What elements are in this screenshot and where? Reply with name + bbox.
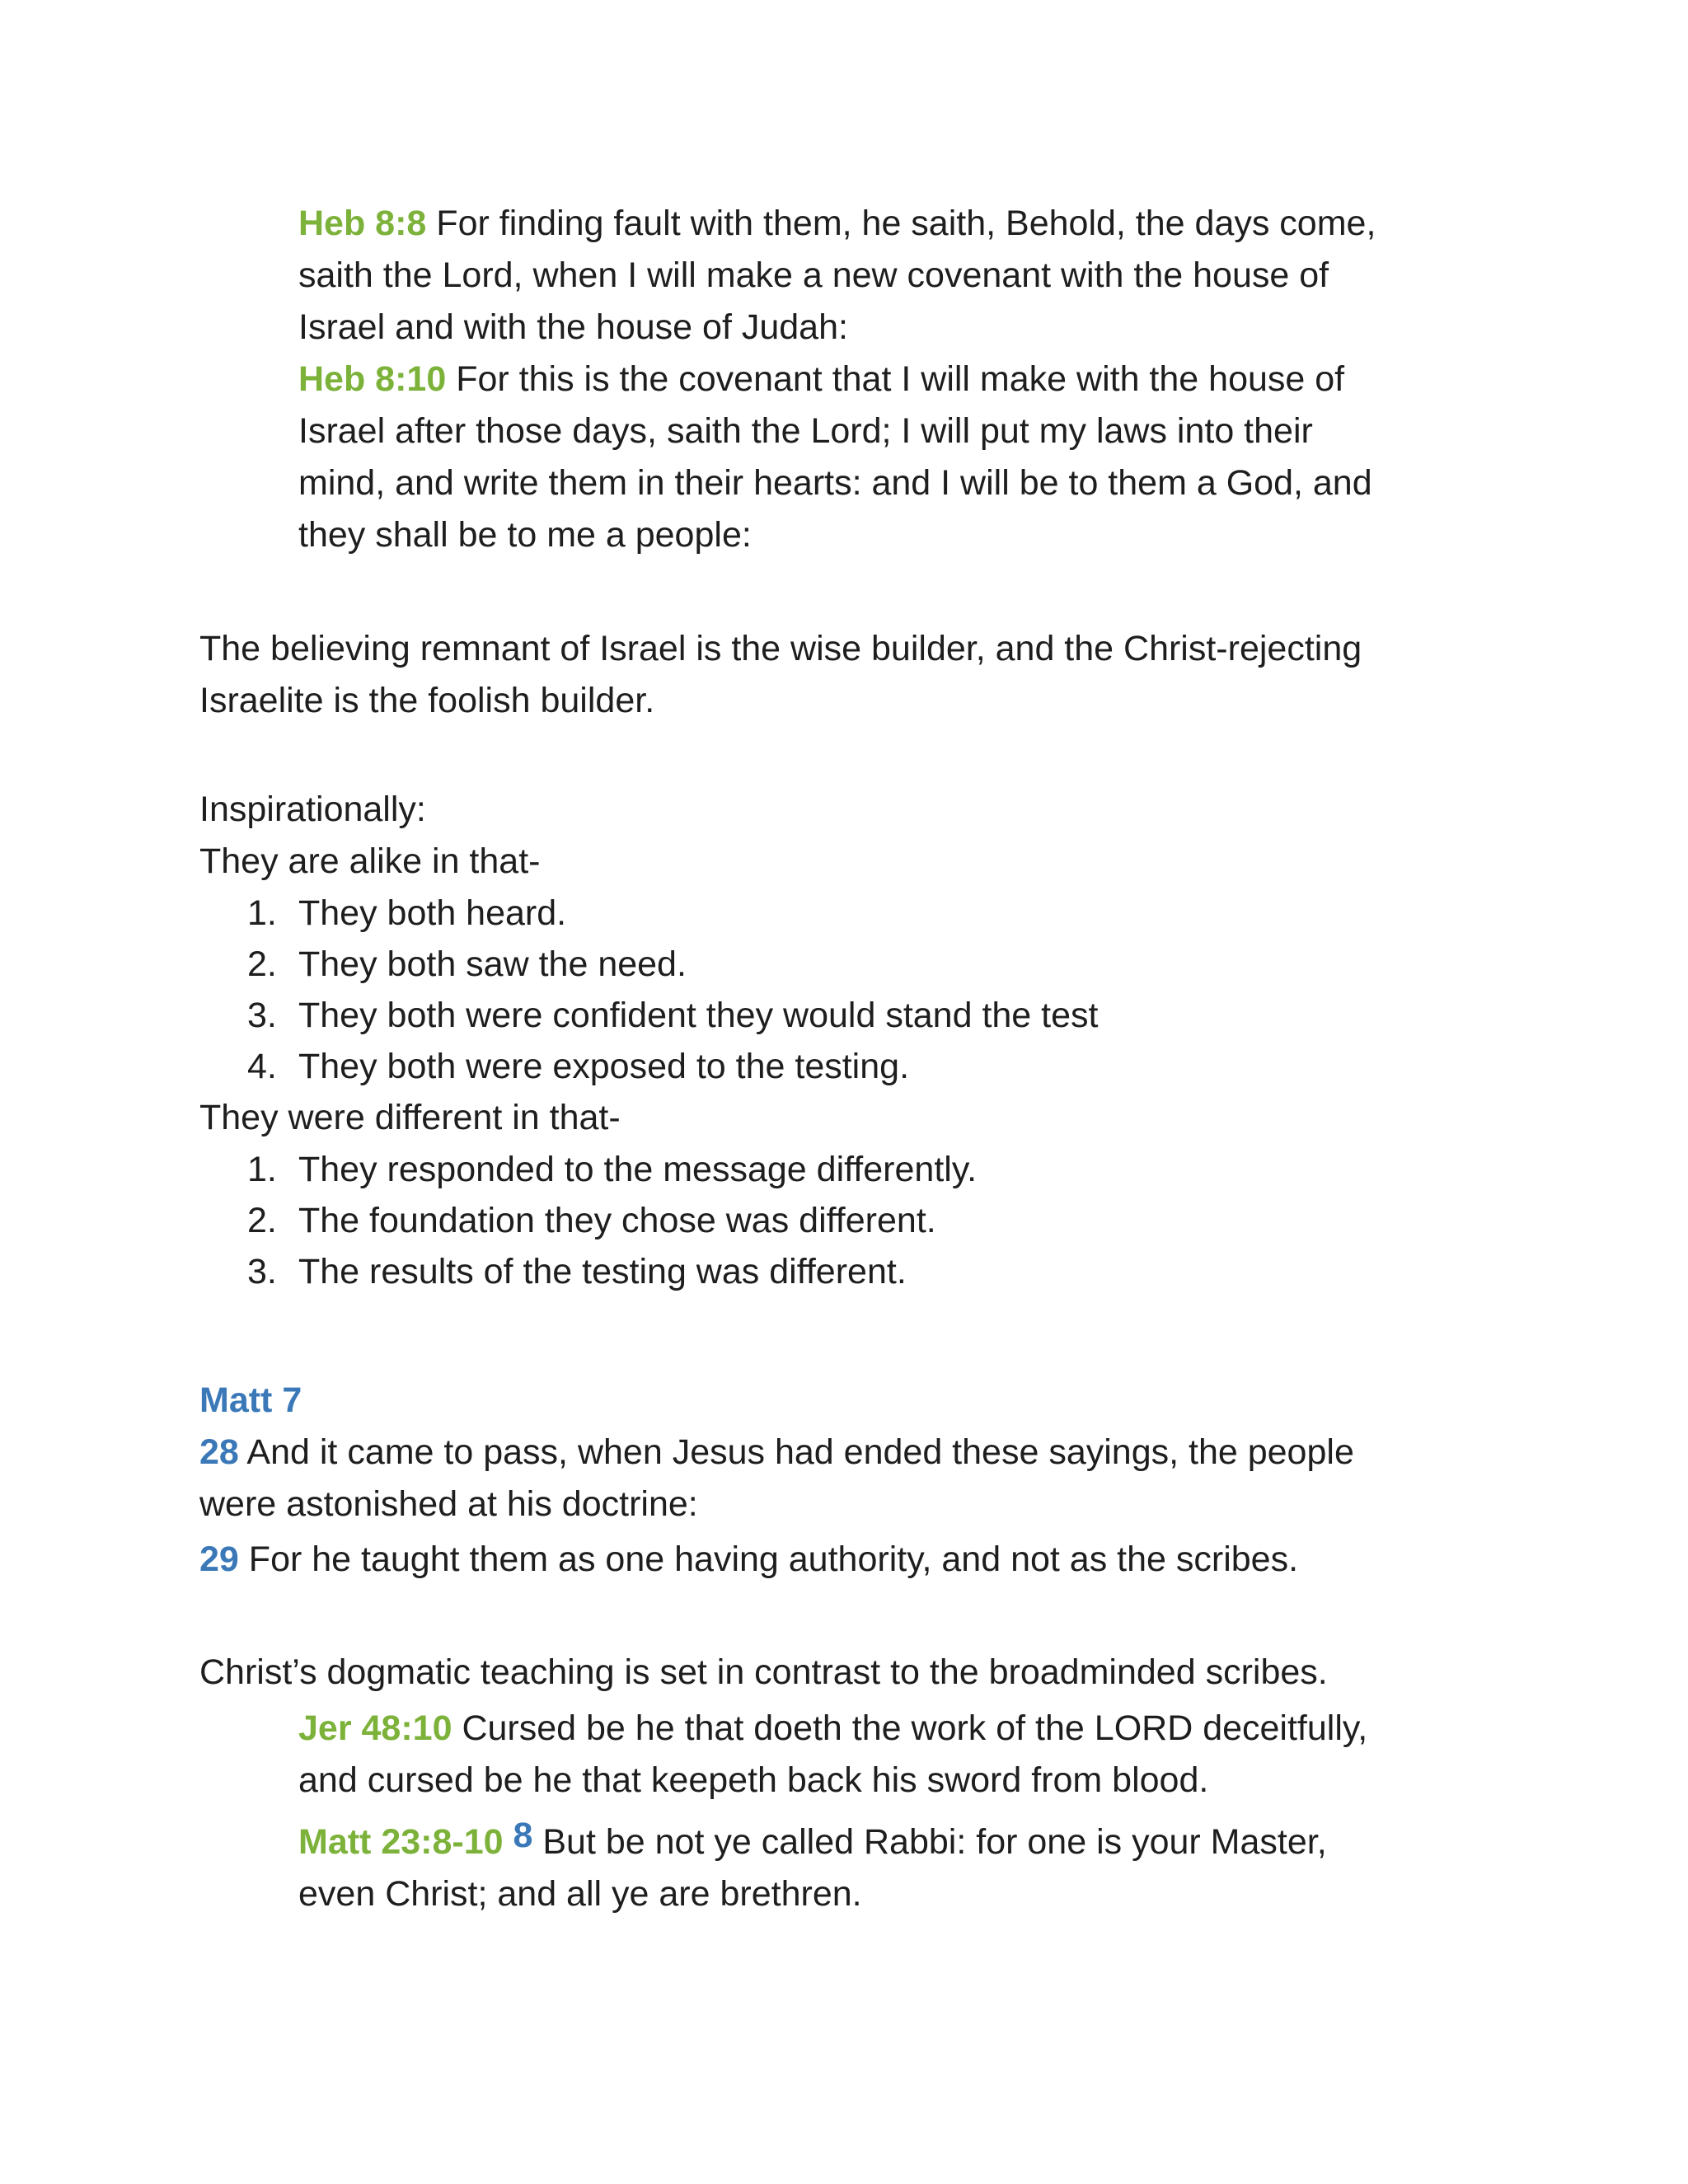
scripture-line [298,198,1485,250]
list-item [199,1246,1485,1297]
scripture-text: But be not ye called Rabbi: for one is your Master, [542,1822,1327,1862]
paragraph-line: The believing remnant of Israel is the wise builder, and the Christ-rejecting [199,629,1362,668]
verse-text: And it came to pass, when Jesus had ended these sayings, the people [246,1432,1354,1472]
list-intro: They were different in that- [199,1098,621,1137]
scripture-line: mind, and write them in their hearts: and I will be to them a God, and [298,463,1372,503]
list-item-text: They both were confident they would stand the test [298,996,1099,1035]
list-number: 2. [247,944,277,984]
list-item-text: The foundation they chose was different. [298,1201,936,1240]
scripture-line: even Christ; and all ye are brethren. [298,1874,862,1914]
scripture-matt-23-8-10 [298,1816,1485,1920]
inspirationally-section [199,784,1485,1297]
scripture-text: For finding fault with them, he saith, Behold, the days come, [436,204,1376,243]
list-item-text: They both saw the need. [298,944,687,984]
matt-7-section [199,1375,1485,1586]
scripture-line [298,354,1485,405]
paragraph-line: Christ’s dogmatic teaching is set in contrast to the broadminded scribes. [199,1652,1328,1692]
scripture-line: and cursed be he that keepeth back his sword from blood. [298,1760,1209,1800]
remnant-paragraph [199,623,1485,727]
scripture-line [298,1816,1485,1868]
paragraph-line: Israelite is the foolish builder. [199,681,655,720]
scripture-reference: Jer 48:10 [298,1708,452,1748]
scripture-line: they shall be to me a people: [298,515,752,555]
list-item [199,990,1485,1041]
verse-number: 29 [199,1540,239,1579]
list-item [199,1041,1485,1092]
scripture-line: saith the Lord, when I will make a new covenant with the house of [298,255,1329,295]
verse-number: 28 [199,1432,239,1472]
verse-line: were astonished at his doctrine: [199,1484,698,1524]
scripture-line [298,1703,1485,1755]
contrast-paragraph [199,1647,1485,1699]
scripture-text: Cursed be he that doeth the work of the LORD deceitfully, [462,1708,1368,1748]
scripture-heb-8-8 [298,198,1485,354]
list-item [199,1144,1485,1195]
list-number: 4. [247,1047,277,1086]
alike-list [199,888,1485,1092]
verse-line [199,1427,1485,1479]
list-item-text: They both were exposed to the testing. [298,1047,910,1086]
list-item-text: They both heard. [298,893,567,933]
scripture-reference: Matt 23:8-10 [298,1822,504,1862]
list-item-text: The results of the testing was different. [298,1252,907,1291]
list-item [199,888,1485,939]
scripture-line: Israel after those days, saith the Lord; I will put my laws into their [298,411,1313,451]
verse-text: For he taught them as one having authority, and not as the scribes. [248,1540,1299,1579]
list-intro: They are alike in that- [199,841,541,881]
list-number: 3. [247,1252,277,1291]
scripture-reference: Heb 8:10 [298,359,447,399]
list-number: 2. [247,1201,277,1240]
verse-number: 8 [513,1816,533,1855]
section-heading: Inspirationally: [199,790,426,829]
list-item [199,1195,1485,1246]
scripture-heb-8-10 [298,354,1485,561]
scripture-text: For this is the covenant that I will make with the house of [456,359,1345,399]
list-number: 1. [247,893,277,933]
verse-line [199,1534,1485,1586]
scripture-jer-48-10 [298,1703,1485,1807]
scripture-line: Israel and with the house of Judah: [298,307,848,347]
chapter-heading: Matt 7 [199,1380,302,1420]
list-number: 3. [247,996,277,1035]
different-list [199,1144,1485,1297]
list-number: 1. [247,1150,277,1189]
list-item [199,939,1485,990]
list-item-text: They responded to the message differently. [298,1150,978,1189]
scripture-reference: Heb 8:8 [298,204,427,243]
